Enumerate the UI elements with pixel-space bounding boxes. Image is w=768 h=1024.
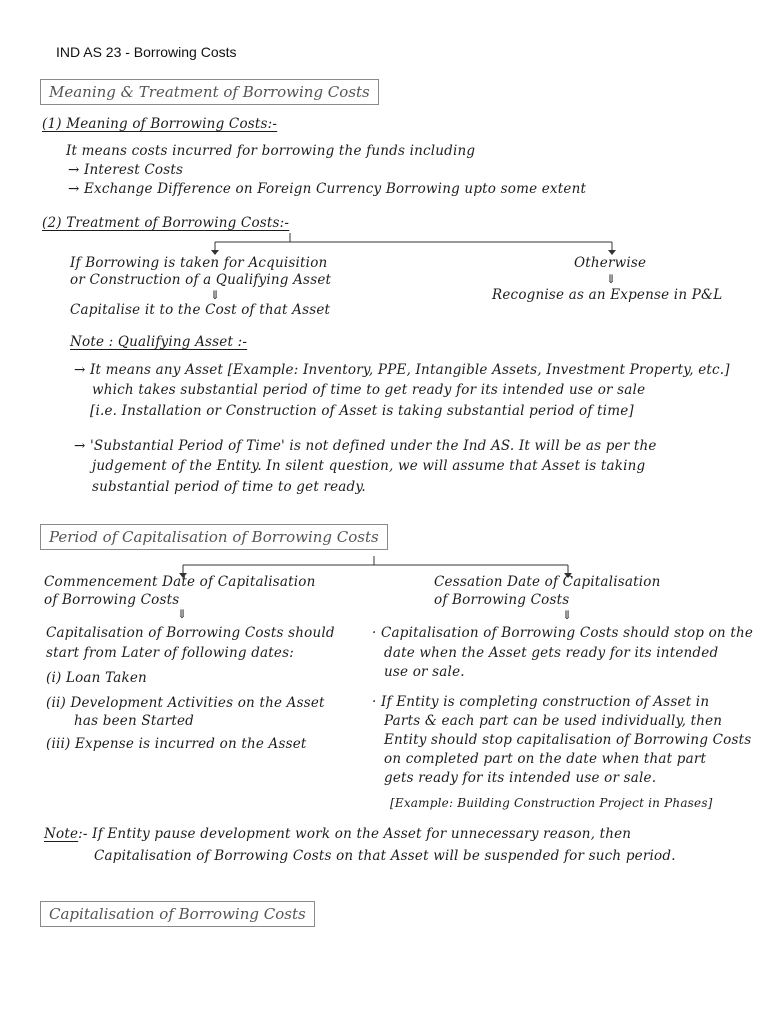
note2-line: judgement of the Entity. In silent question, we will assume that Asset is taking xyxy=(92,458,646,474)
treatment-heading-text: (2) Treatment of Borrowing Costs:- xyxy=(42,215,290,231)
section-title-box: Capitalisation of Borrowing Costs xyxy=(40,901,315,927)
note-label: Note xyxy=(44,826,79,842)
note2-line: → 'Substantial Period of Time' is not defined under the Ind AS. It will be as per the xyxy=(74,438,657,454)
cessation-bullet1: date when the Asset gets ready for its intended xyxy=(384,645,719,661)
commencement-item: (i) Loan Taken xyxy=(46,670,147,686)
note-heading-text: Note : Qualifying Asset :- xyxy=(70,334,248,350)
meaning-text: It means costs incurred for borrowing the funds including xyxy=(66,143,476,159)
treatment-heading xyxy=(42,215,289,231)
left-branch-line: or Construction of a Qualifying Asset xyxy=(70,272,332,288)
section-title-box: Meaning & Treatment of Borrowing Costs xyxy=(40,79,379,105)
cessation-heading: of Borrowing Costs xyxy=(434,592,570,608)
meaning-heading xyxy=(42,116,277,132)
cessation-bullet2: · If Entity is completing construction of Asset in xyxy=(372,694,710,710)
note2-line: substantial period of time to get ready. xyxy=(92,479,366,495)
note-line: Capitalisation of Borrowing Costs on that Asset will be suspended for such period. xyxy=(94,848,676,864)
section2-note xyxy=(44,826,631,842)
right-branch-result: Recognise as an Expense in P&L xyxy=(492,287,723,303)
meaning-item: → Interest Costs xyxy=(68,162,184,178)
cessation-bullet2: Parts & each part can be used individually, then xyxy=(384,713,723,729)
note1-line: which takes substantial period of time to get ready for its intended use or sale xyxy=(92,382,646,398)
left-branch-result: Capitalise it to the Cost of that Asset xyxy=(70,302,331,318)
right-branch: Otherwise xyxy=(574,255,647,271)
meaning-heading-text: (1) Meaning of Borrowing Costs:- xyxy=(42,116,278,132)
cessation-bullet2: on completed part on the date when that part xyxy=(384,751,707,767)
down-arrow-icon: ⇓ xyxy=(562,608,573,622)
cessation-bullet1: use or sale. xyxy=(384,664,465,680)
cessation-bullet1: · Capitalisation of Borrowing Costs should stop on the xyxy=(372,625,754,641)
document-title: IND AS 23 - Borrowing Costs xyxy=(56,44,237,60)
commencement-item: (ii) Development Activities on the Asset xyxy=(46,695,325,711)
cessation-example: [Example: Building Construction Project in Phases] xyxy=(390,796,713,810)
down-arrow-icon: ⇓ xyxy=(606,272,617,286)
down-arrow-icon: ⇓ xyxy=(177,607,188,621)
commencement-text: Capitalisation of Borrowing Costs should xyxy=(46,625,335,641)
cessation-bullet2: gets ready for its intended use or sale. xyxy=(384,770,657,786)
meaning-item: → Exchange Difference on Foreign Currency Borrowing upto some extent xyxy=(68,181,587,197)
commencement-item: (iii) Expense is incurred on the Asset xyxy=(46,736,307,752)
down-arrow-icon: ⇓ xyxy=(210,288,221,302)
note1-line: [i.e. Installation or Construction of Asset is taking substantial period of time] xyxy=(90,403,634,419)
cessation-bullet2: Entity should stop capitalisation of Borrowing Costs xyxy=(384,732,752,748)
note-line: :- If Entity pause development work on the Asset for unnecessary reason, then xyxy=(78,826,632,842)
note1-line: → It means any Asset [Example: Inventory, PPE, Intangible Assets, Investment Property, etc.] xyxy=(74,362,730,378)
section-title-box: Period of Capitalisation of Borrowing Costs xyxy=(40,524,388,550)
commencement-heading: of Borrowing Costs xyxy=(44,592,180,608)
left-branch-line: If Borrowing is taken for Acquisition xyxy=(70,255,328,271)
commencement-text: start from Later of following dates: xyxy=(46,645,294,661)
commencement-item: has been Started xyxy=(74,713,194,729)
cessation-heading: Cessation Date of Capitalisation xyxy=(434,574,661,590)
note-heading xyxy=(70,334,247,350)
commencement-heading: Commencement Date of Capitalisation xyxy=(44,574,316,590)
